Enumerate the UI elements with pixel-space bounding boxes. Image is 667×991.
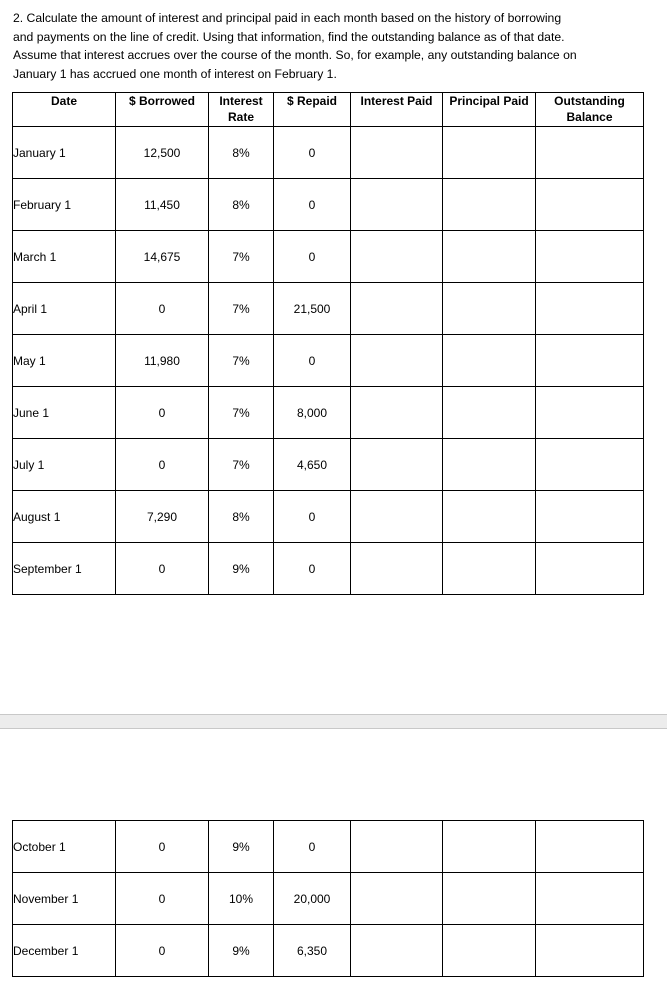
cell-outstanding-balance[interactable] — [536, 387, 644, 439]
cell-principal-paid[interactable] — [443, 179, 536, 231]
cell-principal-paid[interactable] — [443, 439, 536, 491]
cell-outstanding-balance[interactable] — [536, 439, 644, 491]
cell-rate: 10% — [209, 873, 274, 925]
cell-rate: 7% — [209, 387, 274, 439]
cell-rate: 7% — [209, 335, 274, 387]
cell-rate: 7% — [209, 439, 274, 491]
cell-interest-paid[interactable] — [351, 387, 443, 439]
cell-borrowed: 14,675 — [116, 231, 209, 283]
cell-repaid: 0 — [274, 821, 351, 873]
cell-borrowed: 0 — [116, 387, 209, 439]
cell-date: October 1 — [13, 821, 116, 873]
table-row — [13, 179, 644, 231]
cell-repaid: 20,000 — [274, 873, 351, 925]
cell-outstanding-balance[interactable] — [536, 543, 644, 595]
cell-repaid: 0 — [274, 231, 351, 283]
table-row — [13, 283, 644, 335]
cell-borrowed: 11,980 — [116, 335, 209, 387]
question-line: and payments on the line of credit. Using that information, find the outstanding balance as of that date. — [13, 29, 565, 44]
cell-rate: 7% — [209, 283, 274, 335]
header-rate-line2: Rate — [227, 110, 254, 124]
cell-date: May 1 — [13, 335, 116, 387]
cell-interest-paid[interactable] — [351, 127, 443, 179]
header-outstanding-balance — [536, 93, 644, 127]
cell-borrowed: 11,450 — [116, 179, 209, 231]
header-balance-line2: Balance — [566, 110, 613, 124]
table-row — [13, 231, 644, 283]
table-row — [13, 439, 644, 491]
cell-interest-paid[interactable] — [351, 543, 443, 595]
table-row — [13, 127, 644, 179]
cell-repaid: 0 — [274, 335, 351, 387]
cell-repaid: 0 — [274, 179, 351, 231]
cell-date: July 1 — [13, 439, 116, 491]
cell-borrowed: 0 — [116, 821, 209, 873]
cell-rate: 7% — [209, 231, 274, 283]
cell-principal-paid[interactable] — [443, 387, 536, 439]
cell-outstanding-balance[interactable] — [536, 925, 644, 977]
cell-date: January 1 — [13, 127, 116, 179]
cell-repaid: 21,500 — [274, 283, 351, 335]
loan-table-page-1 — [12, 92, 644, 595]
cell-interest-paid[interactable] — [351, 873, 443, 925]
cell-outstanding-balance[interactable] — [536, 873, 644, 925]
cell-rate: 9% — [209, 925, 274, 977]
cell-borrowed: 0 — [116, 873, 209, 925]
cell-repaid: 0 — [274, 127, 351, 179]
cell-borrowed: 7,290 — [116, 491, 209, 543]
header-repaid: $ Repaid — [274, 93, 351, 127]
cell-date: November 1 — [13, 873, 116, 925]
cell-borrowed: 0 — [116, 543, 209, 595]
table-row — [13, 925, 644, 977]
cell-date: June 1 — [13, 387, 116, 439]
cell-principal-paid[interactable] — [443, 335, 536, 387]
question-text — [13, 9, 653, 83]
cell-outstanding-balance[interactable] — [536, 127, 644, 179]
cell-rate: 9% — [209, 543, 274, 595]
question-line: Assume that interest accrues over the course of the month. So, for example, any outstanding balance on — [13, 48, 577, 62]
cell-interest-paid[interactable] — [351, 821, 443, 873]
cell-outstanding-balance[interactable] — [536, 491, 644, 543]
cell-principal-paid[interactable] — [443, 925, 536, 977]
cell-rate: 8% — [209, 127, 274, 179]
header-borrowed: $ Borrowed — [116, 93, 209, 127]
cell-interest-paid[interactable] — [351, 231, 443, 283]
cell-borrowed: 12,500 — [116, 127, 209, 179]
header-rate-line1: Interest — [219, 94, 263, 108]
cell-principal-paid[interactable] — [443, 543, 536, 595]
cell-principal-paid[interactable] — [443, 127, 536, 179]
question-line: 2. Calculate the amount of interest and principal paid in each month based on the history of borrowing — [13, 11, 562, 25]
table-row — [13, 335, 644, 387]
cell-outstanding-balance[interactable] — [536, 283, 644, 335]
cell-interest-paid[interactable] — [351, 439, 443, 491]
question-line: January 1 has accrued one month of interest on February 1. — [13, 66, 337, 81]
cell-principal-paid[interactable] — [443, 491, 536, 543]
cell-interest-paid[interactable] — [351, 283, 443, 335]
table-row — [13, 543, 644, 595]
cell-date: September 1 — [13, 543, 116, 595]
table-header-row — [13, 93, 644, 127]
header-principal-paid: Principal Paid — [443, 93, 536, 127]
table-row — [13, 387, 644, 439]
cell-principal-paid[interactable] — [443, 283, 536, 335]
cell-borrowed: 0 — [116, 439, 209, 491]
cell-borrowed: 0 — [116, 925, 209, 977]
table-row — [13, 491, 644, 543]
cell-interest-paid[interactable] — [351, 335, 443, 387]
header-balance-line1: Outstanding — [554, 94, 625, 108]
cell-outstanding-balance[interactable] — [536, 821, 644, 873]
page-break — [0, 714, 667, 729]
cell-repaid: 0 — [274, 543, 351, 595]
table-row — [13, 873, 644, 925]
table-row — [13, 821, 644, 873]
cell-interest-paid[interactable] — [351, 925, 443, 977]
cell-rate: 8% — [209, 491, 274, 543]
cell-principal-paid[interactable] — [443, 873, 536, 925]
cell-outstanding-balance[interactable] — [536, 231, 644, 283]
cell-date: February 1 — [13, 179, 116, 231]
header-date: Date — [13, 93, 116, 127]
cell-repaid: 6,350 — [274, 925, 351, 977]
cell-interest-paid[interactable] — [351, 491, 443, 543]
loan-table-page-2 — [12, 820, 644, 977]
cell-date: April 1 — [13, 283, 116, 335]
header-interest-rate — [209, 93, 274, 127]
cell-repaid: 8,000 — [274, 387, 351, 439]
cell-rate: 9% — [209, 821, 274, 873]
cell-principal-paid[interactable] — [443, 821, 536, 873]
cell-borrowed: 0 — [116, 283, 209, 335]
cell-outstanding-balance[interactable] — [536, 335, 644, 387]
header-interest-paid: Interest Paid — [351, 93, 443, 127]
cell-rate: 8% — [209, 179, 274, 231]
cell-date: August 1 — [13, 491, 116, 543]
cell-date: December 1 — [13, 925, 116, 977]
cell-date: March 1 — [13, 231, 116, 283]
cell-outstanding-balance[interactable] — [536, 179, 644, 231]
cell-interest-paid[interactable] — [351, 179, 443, 231]
cell-repaid: 4,650 — [274, 439, 351, 491]
cell-repaid: 0 — [274, 491, 351, 543]
cell-principal-paid[interactable] — [443, 231, 536, 283]
